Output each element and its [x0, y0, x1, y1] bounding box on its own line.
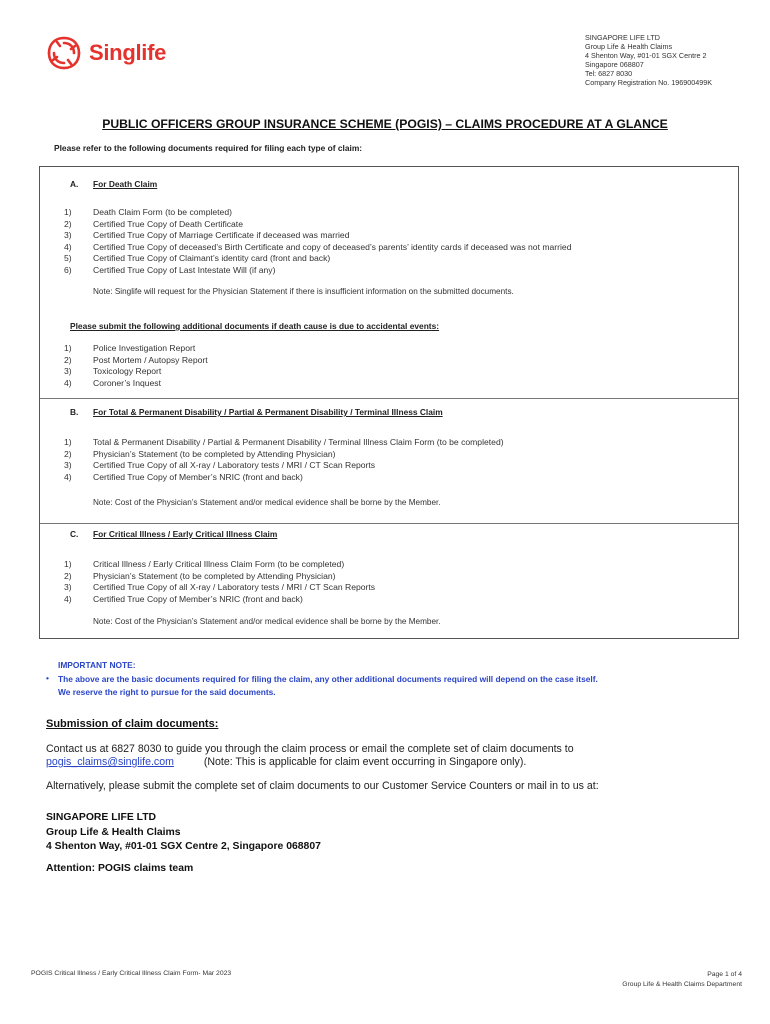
bullet-icon: •	[46, 673, 49, 683]
important-note-label: IMPORTANT NOTE:	[58, 660, 136, 670]
list-item: 3) Certified True Copy of all X-ray / Laboratory tests / MRI / CT Scan Reports	[64, 582, 376, 593]
region-note: (Note: This is applicable for claim event occurring in Singapore only).	[203, 756, 527, 768]
important-note-text	[58, 673, 748, 698]
footer-page-info	[622, 970, 742, 989]
list-item: 2) Physician’s Statement (to be completed by Attending Physician)	[64, 570, 336, 581]
list-item: 2) Post Mortem / Autopsy Report	[64, 354, 208, 365]
company-address-block	[585, 33, 712, 87]
department-name: Group Life & Health Claims Department	[622, 980, 742, 988]
list-item: 1) Police Investigation Report	[64, 343, 196, 353]
list-item: 2) Physician’s Statement (to be completed by Attending Physician)	[64, 448, 336, 459]
contact-line: Contact us at 6827 8030 to guide you through the claim process or email the complete set of claim documents to	[46, 743, 574, 755]
section-letter: C.	[70, 529, 79, 539]
list-item: 1) Critical Illness / Early Critical Illness Claim Form (to be completed)	[64, 559, 345, 569]
important-line: We reserve the right to pursue for the said documents.	[58, 686, 276, 697]
intro-text: Please refer to the following documents required for filing each type of claim:	[54, 143, 363, 153]
mailing-address	[46, 811, 321, 855]
company-line: Group Life & Health Claims	[585, 42, 673, 51]
accidental-docs-list	[64, 343, 208, 389]
list-item: 2) Certified True Copy of Death Certificate	[64, 218, 243, 229]
section-letter: B.	[70, 407, 79, 417]
divider	[40, 523, 738, 524]
address-line: SINGAPORE LIFE LTD	[46, 812, 157, 823]
section-b-note: Note: Cost of the Physician’s Statement and/or medical evidence shall be borne by the Member.	[93, 498, 441, 507]
section-title: For Critical Illness / Early Critical Illness Claim	[93, 529, 278, 539]
list-item: 5) Certified True Copy of Claimant’s identity card (front and back)	[64, 253, 331, 264]
page-number: Page 1 of 4	[707, 971, 742, 978]
company-line: 4 Shenton Way, #01-01 SGX Centre 2	[585, 51, 707, 60]
address-line: 4 Shenton Way, #01-01 SGX Centre 2, Singapore 068807	[46, 841, 321, 853]
section-title: For Death Claim	[93, 179, 158, 189]
list-item: 4) Certified True Copy of Member’s NRIC (front and back)	[64, 593, 303, 604]
email-link[interactable]: pogis_claims@singlife.com	[46, 756, 174, 768]
list-item: 3) Certified True Copy of all X-ray / Laboratory tests / MRI / CT Scan Reports	[64, 460, 376, 471]
submission-title: Submission of claim documents:	[46, 718, 219, 730]
list-item: 4) Coroner’s Inquest	[64, 377, 161, 388]
list-item: 6) Certified True Copy of Last Intestate Will (if any)	[64, 264, 276, 275]
attention-line: Attention: POGIS claims team	[46, 863, 194, 874]
company-line: Company Registration No. 196900499K	[585, 78, 713, 87]
alternative-text: Alternatively, please submit the complete set of claim documents to our Customer Service Counters or mail in to us at:	[46, 780, 599, 792]
company-line: SINGAPORE LIFE LTD	[585, 33, 660, 42]
logo-text: Singlife	[89, 40, 167, 65]
list-item: 1) Total & Permanent Disability / Partial & Permanent Disability / Terminal Illness Claim Form (to be completed)	[64, 437, 504, 447]
singlife-logo	[45, 34, 166, 72]
list-item: 3) Toxicology Report	[64, 366, 162, 377]
contact-line-2	[46, 756, 526, 768]
list-item: 4) Certified True Copy of Member’s NRIC (front and back)	[64, 471, 303, 482]
section-letter: A.	[70, 179, 79, 189]
footer-form-name: POGIS Critical Illness / Early Critical Illness Claim Form- Mar 2023	[31, 970, 232, 977]
important-line: The above are the basic documents required for filing the claim, any other additional documents required will depend on the case itself.	[58, 674, 598, 684]
section-b-list	[64, 437, 504, 483]
address-line: Group Life & Health Claims	[46, 826, 181, 838]
claims-table	[39, 166, 739, 639]
company-line: Singapore 068807	[585, 60, 644, 69]
section-a-list	[64, 207, 571, 277]
company-line: Tel: 6827 8030	[585, 69, 633, 78]
section-a-note: Note: Singlife will request for the Physician Statement if there is insufficient information on the submitted documents.	[93, 287, 514, 296]
section-title: For Total & Permanent Disability / Partial & Permanent Disability / Terminal Illness Claim	[93, 407, 443, 417]
singlife-swirl-icon	[45, 34, 83, 72]
page-title: PUBLIC OFFICERS GROUP INSURANCE SCHEME (POGIS) – CLAIMS PROCEDURE AT A GLANCE	[102, 117, 668, 131]
list-item: 1) Death Claim Form (to be completed)	[64, 207, 232, 217]
section-c-note: Note: Cost of the Physician’s Statement and/or medical evidence shall be borne by the Member.	[93, 617, 441, 626]
list-item: 4) Certified True Copy of deceased’s Birth Certificate and copy of deceased’s parents’ identity cards if deceased was not married	[64, 241, 572, 252]
section-c-list	[64, 559, 375, 605]
list-item: 3) Certified True Copy of Marriage Certificate if deceased was married	[64, 230, 350, 241]
divider	[40, 398, 738, 399]
accidental-docs-heading: Please submit the following additional documents if death cause is due to accidental events:	[70, 321, 440, 331]
